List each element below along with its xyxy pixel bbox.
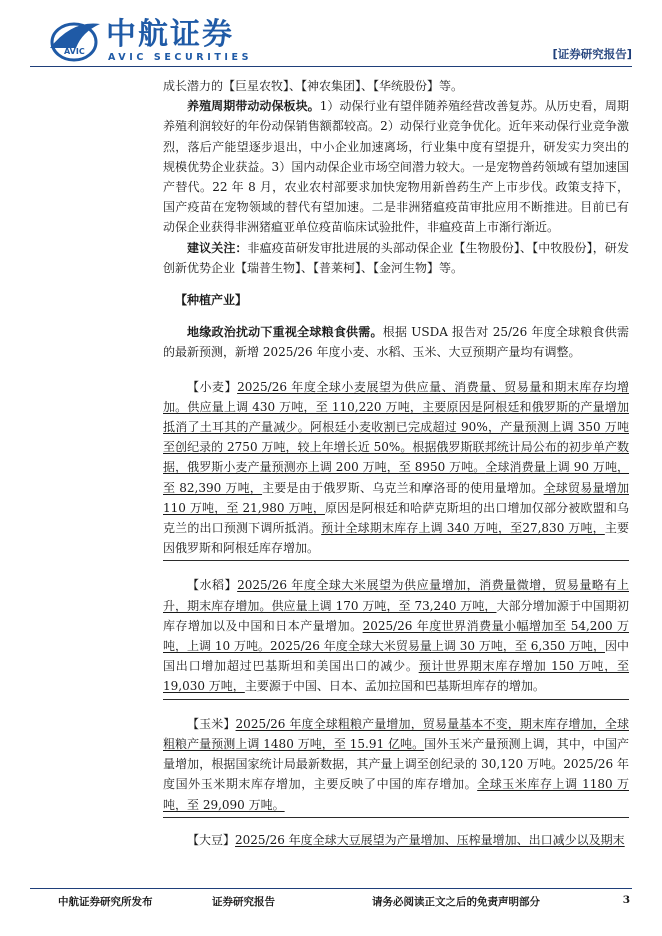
- soy-sentence: 2025/26 年度全球大豆展望为产量增加、压榨量增加、出口减少以及期末: [235, 832, 625, 847]
- corn-sentence: 全球玉米库存上调 1180 万吨，至 29,090 万吨。: [163, 777, 629, 812]
- wheat-sentence: 预计全球期末库存上调 340 万吨，至27,830 万吨，: [321, 521, 605, 536]
- wheat-label: 【小麦】: [187, 379, 238, 394]
- footer-publisher: 中航证券研究所发布: [58, 896, 153, 908]
- wheat-sentence: 全球贸易量增加 110 万吨，至 21,980 万吨，: [163, 480, 629, 515]
- section-title-planting: 【种植产业】: [175, 293, 248, 308]
- soy-paragraph: [163, 830, 629, 850]
- report-type-tag: [证券研究报告]: [552, 47, 632, 61]
- spacer: [163, 818, 629, 830]
- rice-sentence: 因中国出口增加超过巴基斯坦和美国出口的减少。: [163, 639, 629, 674]
- paragraph-animal-health: [163, 96, 629, 237]
- paragraph-grain-supply: [163, 322, 629, 362]
- spacer: [163, 310, 629, 322]
- paragraph-text: 非瘟疫苗研发审批进展的头部动保企业【生物股份】、【中牧股份】，研发创新优势企业【瑞普生物】、【普莱柯】、【金河生物】等。: [163, 240, 629, 275]
- rice-sentence: 主要源于中国、日本、孟加拉国和巴基斯坦库存的增加。: [244, 679, 545, 694]
- wheat-sentence: 主要是由于俄罗斯、乌克兰和摩洛哥的使用量增加。: [262, 480, 544, 495]
- paragraph-lead: 地缘政治扰动下重视全球粮食供需。: [187, 325, 383, 340]
- rice-sentence: 大部分增加源于中国期初库存增加以及中国和日本产量增加。: [163, 598, 629, 633]
- corn-sentence: 2025/26 年度全球粗粮产量增加，贸易量基本不变，期末库存增加，全球粗粮产量预测上调 1480 万吨，至 15.91 亿吨。: [163, 716, 629, 751]
- logo-mark-text: AVIC: [64, 47, 85, 56]
- corn-paragraph: [163, 714, 629, 815]
- paragraph-recommendation: [163, 238, 629, 278]
- paragraph-text: 根据 USDA 报告对 25/26 年度全球粮食供需的最新预测，新增 2025/26 年度小麦、水稻、玉米、大豆预期产量均有调整。: [163, 325, 629, 360]
- page-number: 3: [622, 894, 630, 906]
- logo-english-name: AVIC SECURITIES: [108, 52, 253, 63]
- avic-wing-logo-icon: [46, 18, 102, 64]
- spacer: [163, 700, 629, 712]
- wheat-sentence: 原因是阿根廷和哈萨克斯坦的出口增加仅部分被欧盟和乌克兰的出口预测下调所抵消。: [163, 500, 629, 536]
- header-divider: [30, 66, 632, 67]
- main-content: [163, 76, 629, 850]
- soy-label: 【大豆】: [187, 832, 236, 847]
- wheat-block: [163, 375, 629, 562]
- corn-label: 【玉米】: [187, 716, 236, 731]
- company-logo: [46, 18, 276, 66]
- wheat-sentence: 全球消费量上调 90 万吨，至 82,390 万吨，: [163, 460, 630, 495]
- wheat-paragraph: [163, 377, 629, 559]
- logo-chinese-name: 中航证券: [106, 17, 234, 52]
- rice-block: [163, 573, 629, 699]
- footer-report-type: 证券研究报告: [212, 896, 275, 908]
- footer-divider: [30, 888, 632, 889]
- spacer: [163, 363, 629, 375]
- paragraph-text: 1）动保行业有望伴随养殖经营改善复苏。从历史看，周期养殖利润较好的年份动保销售额都较高。2）动保行业竞争优化。近年来动保行业竞争激烈，落后产能望逐步退出，中小企业加速离场，行业集中度有望提升，研发实力突出的规模优势企业获益。3）国内动保企业市场空间潜力较大。一是宠物兽药领域有望加速国产替代。22 年 8 月，农业农村部要求加快宠物用新兽药生产上市步伐。政策支持下，国产疫苗在宠物领域的替代有望加速。二是非洲猪瘟疫苗审批应用不断推进。目前已有动保企业获得非洲猪瘟亚单位疫苗临床试验批件，非瘟疫苗上市渐行渐近。: [163, 99, 629, 235]
- rice-label: 【水稻】: [187, 578, 238, 593]
- rice-paragraph: [163, 575, 629, 696]
- corn-block: [163, 712, 629, 818]
- spacer: [163, 278, 629, 290]
- paragraph-1: 成长潜力的【巨星农牧】、【神农集团】、【华统股份】等。: [163, 79, 464, 93]
- spacer: [163, 561, 629, 573]
- wheat-sentence: 2025/26 年度全球小麦展望为供应量、消费量、贸易量和期末库存均增加。供应量上调 430 万吨，至 110,220 万吨，: [163, 379, 629, 414]
- paragraph-lead: 养殖周期带动动保板块。: [187, 99, 320, 114]
- rice-sentence: 2025/26 年度全球大米展望为供应量增加，消费量微增，贸易量略有上升，期末库存增加。供应量上调 170 万吨，至 73,240 万吨，: [163, 578, 629, 613]
- corn-sentence: 国外玉米产量预测上调，其中，中国产量增加，根据国家统计局最新数据，其产量上调至创纪录的 30,120 万吨。2025/26 年度国外玉米期末库存增加，主要反映了中国的库存增加。: [163, 736, 629, 792]
- footer-disclaimer: 请务必阅读正文之后的免责声明部分: [372, 896, 540, 908]
- wheat-sentence: 主要因俄罗斯和阿根廷库存增加。: [163, 521, 629, 556]
- rice-sentence: 2025/26 年度世界消费量小幅增加至 54,200 万吨，上调 10 万吨。2025/26 年度全球大米贸易量上调 30 万吨，至 6,350 万吨，: [163, 618, 629, 654]
- wheat-sentence: 主要原因是阿根廷和俄罗斯的产量增加抵消了土耳其的产量减少。阿根廷小麦收割已完成超过 90%，产量预测上调 350 万吨至创纪录的 2750 万吨，较上年增长近 50%。根据俄罗斯联邦统计局公布的初步单产数据，俄罗斯小麦产量预测亦上调 200 万吨，至 8950 万吨。: [163, 399, 629, 475]
- paragraph-lead: 建议关注：: [187, 240, 248, 255]
- rice-sentence: 预计世界期末库存增加 150 万吨，至 19,030 万吨，: [163, 659, 629, 694]
- page-header: [0, 0, 662, 72]
